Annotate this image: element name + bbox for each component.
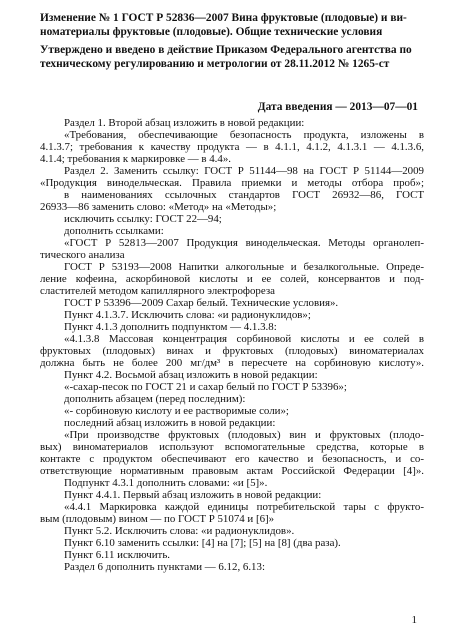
amendment-body bbox=[40, 117, 424, 573]
body-line: «При производстве фруктовых (плодовых) вин и фруктовых (плодо- bbox=[64, 429, 424, 441]
body-line: последний абзац изложить в новой редакции: bbox=[64, 417, 276, 429]
body-line: ответствующие нормативным правовым актам Российской Федерации [4]». bbox=[40, 465, 424, 477]
body-line: «- сорбиновую кислоту и ее растворимые соли»; bbox=[64, 405, 289, 417]
body-line: дополнить абзацем (перед последним): bbox=[64, 393, 246, 405]
body-line: в наименованиях ссылочных стандартов ГОСТ 26932—86, ГОСТ bbox=[64, 189, 424, 201]
body-line: 4.1.4; требования к маркировке — в 4.4». bbox=[40, 153, 232, 165]
approval-line-2: техническому регулированию и метрологии от 28.11.2012 № 1265-ст bbox=[40, 58, 390, 70]
body-line: сластителей методом капиллярного электрофореза bbox=[40, 285, 275, 297]
body-line: дополнить ссылками: bbox=[64, 225, 164, 237]
body-line: 4.1.3.7; требования к качеству продукта — в 4.1.1, 4.1.2, 4.1.3.1 — 4.1.3.6, bbox=[40, 141, 424, 153]
body-line: Пункт 6.11 исключить. bbox=[64, 549, 171, 561]
page-number: 1 bbox=[411, 614, 417, 626]
body-line: Раздел 1. Второй абзац изложить в новой редакции: bbox=[64, 117, 305, 129]
body-line: Пункт 6.10 заменить ссылки: [4] на [7]; [5] на [8] (два раза). bbox=[64, 537, 341, 549]
body-line: Пункт 4.2. Восьмой абзац изложить в новой редакции: bbox=[64, 369, 318, 381]
body-line: Подпункт 4.3.1 дополнить словами: «и [5]». bbox=[64, 477, 268, 489]
body-line: Пункт 4.1.3.7. Исключить слова: «и радионуклидов»; bbox=[64, 309, 311, 321]
body-line: вым (плодовым) вином — по ГОСТ Р 51074 и [6]» bbox=[40, 513, 275, 525]
body-line: Раздел 2. Заменить ссылку: ГОСТ Р 51144—98 на ГОСТ Р 51144—2009 bbox=[64, 165, 424, 177]
approval-line-1: Утверждено и введено в действие Приказом Федерального агентства по bbox=[40, 44, 412, 56]
body-line: «4.4.1 Маркировка каждой единицы потребительской тары с фрукто- bbox=[64, 501, 424, 513]
body-line: тического анализа bbox=[40, 249, 125, 261]
body-line: «Требования, обеспечивающие безопасность продукта, изложены в bbox=[64, 129, 424, 141]
body-line: должна быть не более 200 мг/дм³ в пересчете на сорбиновую кислоту». bbox=[40, 357, 424, 369]
body-line: ГОСТ Р 53193—2008 Напитки алкогольные и безалкогольные. Опреде- bbox=[64, 261, 424, 273]
body-line: «ГОСТ Р 52813—2007 Продукция винодельческая. Методы органолеп- bbox=[64, 237, 424, 249]
body-line: контакте с продуктом обеспечивают его качество и безопасность, и со- bbox=[40, 453, 424, 465]
body-line: фруктовых (плодовых) винах и фруктовых (плодовых) виноматериалах bbox=[40, 345, 424, 357]
body-line: ление кофеина, аскорбиновой кислоты и ее солей, консервантов и под- bbox=[40, 273, 424, 285]
body-line: вых) виноматериалов используют вспомогательные средства, которые в bbox=[40, 441, 424, 453]
body-line: «4.1.3.8 Массовая концентрация сорбиновой кислоты и ее солей в bbox=[64, 333, 424, 345]
body-line: Пункт 4.1.3 дополнить подпунктом — 4.1.3.8: bbox=[64, 321, 277, 333]
body-line: Пункт 5.2. Исключить слова: «и радионуклидов». bbox=[64, 525, 295, 537]
body-line: Пункт 4.4.1. Первый абзац изложить в новой редакции: bbox=[64, 489, 322, 501]
amendment-title-line-2: номатериалы фруктовые (плодовые). Общие технические условия bbox=[40, 26, 383, 38]
body-line: исключить ссылку: ГОСТ 22—94; bbox=[64, 213, 222, 225]
amendment-title-line-1: Изменение № 1 ГОСТ Р 52836—2007 Вина фруктовые (плодовые) и ви- bbox=[40, 12, 407, 24]
body-line: «-сахар-песок по ГОСТ 21 и сахар белый по ГОСТ Р 53396»; bbox=[64, 381, 347, 393]
body-line: 26933—86 заменить слово: «Метод» на «Методы»; bbox=[40, 201, 277, 213]
body-line: «Продукция винодельческая. Правила приемки и методы отбора проб»; bbox=[40, 177, 424, 189]
body-line: ГОСТ Р 53396—2009 Сахар белый. Технические условия». bbox=[64, 297, 339, 309]
body-line: Раздел 6 дополнить пунктами — 6.12, 6.13: bbox=[64, 561, 265, 573]
effective-date: Дата введения — 2013—07—01 bbox=[257, 101, 418, 113]
